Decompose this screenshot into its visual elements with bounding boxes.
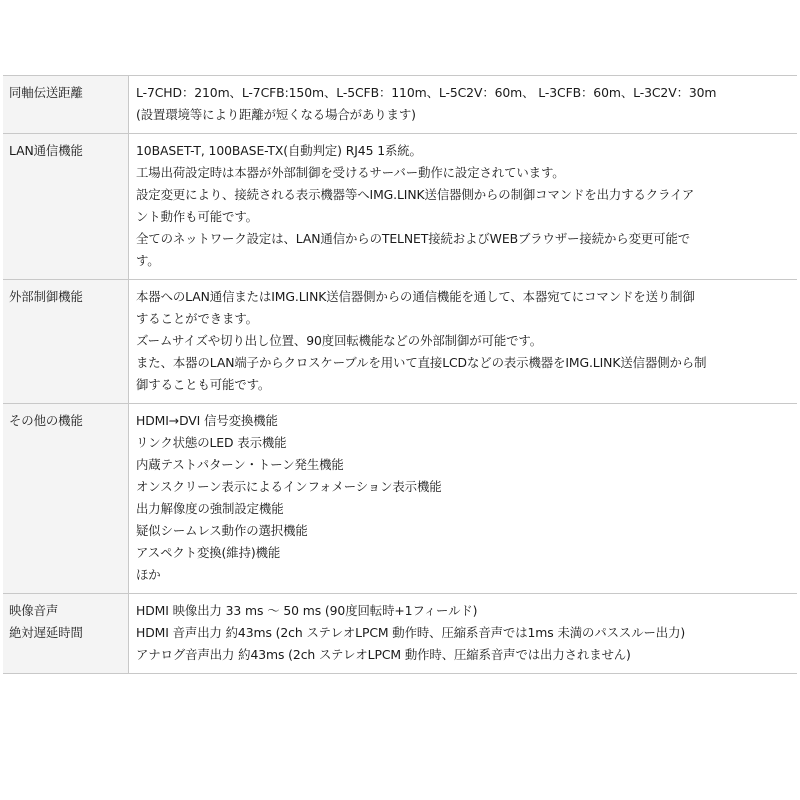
spec-value-line: オンスクリーン表示によるインフォメーション表示機能 (136, 479, 442, 494)
spec-value-line: ズームサイズや切り出し位置、90度回転機能などの外部制御が可能です。 (136, 333, 543, 348)
spec-label-cell (3, 404, 129, 594)
spec-label: その他の機能 (9, 413, 83, 428)
spec-value-line: 工場出荷設定時は本器が外部制御を受けるサーバー動作に設定されています。 (136, 165, 565, 180)
spec-value-line: ほか (136, 567, 161, 582)
spec-row-transmission-distance (3, 76, 797, 134)
spec-label: LAN通信機能 (9, 143, 83, 158)
spec-value-line: 10BASET-T, 100BASE-TX(自動判定) RJ45 1系統。 (136, 143, 422, 158)
spec-value-cell (129, 404, 798, 594)
spec-label-cell (3, 134, 129, 280)
spec-value-line: 疑似シームレス動作の選択機能 (136, 523, 308, 538)
spec-value-line: することができます。 (136, 311, 258, 326)
spec-value-line: 出力解像度の強制設定機能 (136, 501, 284, 516)
spec-value-line: 本器へのLAN通信またはIMG.LINK送信器側からの通信機能を通して、本器宛てにコマンドを送り制御 (136, 289, 695, 304)
spec-label: 映像音声 (9, 603, 59, 618)
spec-row-av-latency (3, 594, 797, 674)
spec-value-line: HDMI→DVI 信号変換機能 (136, 413, 278, 428)
spec-value-line: ント動作も可能です。 (136, 209, 258, 224)
spec-table (3, 75, 797, 674)
spec-value-line: HDMI 音声出力 約43ms (2ch ステレオLPCM 動作時、圧縮系音声では1ms 未満のパススルー出力) (136, 625, 686, 640)
spec-value-cell (129, 76, 798, 134)
spec-row-other-functions (3, 404, 797, 594)
spec-value-line: HDMI 映像出力 33 ms 〜 50 ms (90度回転時+1フィールド) (136, 603, 478, 618)
spec-value-line: す。 (136, 253, 160, 268)
spec-value-line: 設定変更により、接続される表示機器等へIMG.LINK送信器側からの制御コマンドを出力するクライア (136, 187, 695, 202)
spec-value-line: アスペクト変換(維持)機能 (136, 545, 281, 560)
spec-value-line: アナログ音声出力 約43ms (2ch ステレオLPCM 動作時、圧縮系音声では出力されません) (136, 647, 631, 662)
spec-label-cell (3, 76, 129, 134)
spec-label-cell (3, 594, 129, 674)
spec-value-line: L-7CHD：210m、L-7CFB:150m、L-5CFB：110m、L-5C2V：60m、 L-3CFB：60m、L-3C2V：30m (136, 85, 717, 100)
spec-label: 外部制御機能 (9, 289, 83, 304)
spec-value-line: 全てのネットワーク設定は、LAN通信からのTELNET接続およびWEBブラウザー接続から変更可能で (136, 231, 691, 246)
spec-value-line: 御することも可能です。 (136, 377, 271, 392)
spec-value-line: また、本器のLAN端子からクロスケーブルを用いて直接LCDなどの表示機器をIMG.LINK送信器側から制 (136, 355, 707, 370)
spec-row-external-control (3, 280, 797, 404)
spec-value-cell (129, 280, 798, 404)
spec-row-lan (3, 134, 797, 280)
spec-value-line: 内蔵テストパターン・トーン発生機能 (136, 457, 344, 472)
spec-label: 同軸伝送距離 (9, 85, 83, 100)
spec-value-cell (129, 594, 798, 674)
spec-value-line: リンク状態のLED 表示機能 (136, 435, 287, 450)
spec-label: 絶対遅延時間 (9, 625, 83, 640)
spec-value-line: (設置環境等により距離が短くなる場合があります) (136, 107, 416, 122)
spec-label-cell (3, 280, 129, 404)
spec-value-cell (129, 134, 798, 280)
